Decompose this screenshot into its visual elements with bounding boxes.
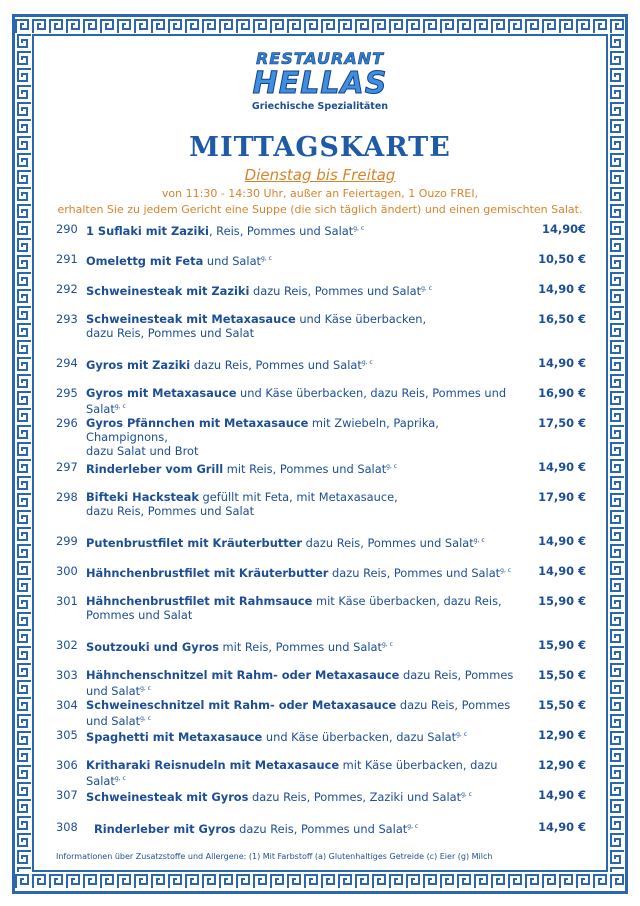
menu-item-number: 292 — [56, 282, 78, 296]
menu-item-name: Omelettg mit Feta — [86, 253, 204, 268]
allergen-marker: g, c — [500, 567, 512, 574]
menu-item-sides: dazu Reis, Pommes und Salat — [302, 535, 474, 550]
allergen-marker: g, c — [261, 255, 272, 262]
menu-item-number: 302 — [56, 638, 78, 652]
menu-item-name: Schweineschnitzel mit Rahm- oder Metaxasauce — [86, 698, 397, 712]
menu-item-number: 308 — [56, 820, 78, 834]
menu-item-number: 299 — [56, 534, 78, 548]
allergen-marker: g, c — [140, 715, 152, 722]
menu-item-name: Putenbrustfilet mit Kräuterbutter — [86, 535, 303, 550]
menu-item-price: 14,90 € — [538, 534, 586, 548]
menu-item-name: Kritharaki Reisnudeln mit Metaxasauce — [86, 758, 340, 772]
allergen-marker: g, c — [461, 791, 472, 798]
menu-item-sides: dazu Reis, Pommes und Salat — [86, 668, 514, 698]
allergen-marker: g, c — [456, 731, 468, 738]
menu-item-name: Gyros Pfännchen mit Metaxasauce — [86, 416, 309, 430]
menu-item-name: Bifteki Hacksteak — [86, 490, 199, 504]
menu-item-name: Hähnchenbrustfilet mit Rahmsauce — [86, 594, 313, 608]
menu-item-sides: mit Zwiebeln, Paprika, Champignons, — [86, 416, 439, 444]
menu-title: MITTAGSKARTE — [189, 132, 451, 163]
menu-item-name: Spaghetti mit Metaxasauce — [86, 729, 263, 744]
menu-item-number: 294 — [56, 356, 78, 370]
menu-item-sides: und Käse überbacken, — [295, 312, 427, 326]
menu-item-price: 14,90 € — [538, 788, 586, 802]
menu-item-description — [86, 594, 516, 622]
menu-item-description — [86, 282, 516, 298]
menu-item-price: 15,50 € — [538, 698, 586, 712]
menu-item-price: 10,50 € — [538, 252, 586, 266]
menu-item-sides: dazu Reis, Pommes und Salat — [328, 565, 501, 580]
menu-item-price: 14,90 € — [538, 564, 586, 578]
allergen-marker: g, c — [361, 359, 373, 366]
menu-item-number: 300 — [56, 564, 78, 578]
menu-item-sides: mit Käse überbacken, dazu Salat — [86, 758, 498, 788]
menu-item-number: 290 — [56, 222, 78, 236]
menu-item-description — [86, 788, 516, 804]
menu-item-description — [86, 386, 516, 416]
menu-item-description — [86, 490, 516, 518]
menu-item-number: 303 — [56, 668, 78, 682]
menu-item-price: 16,90 € — [538, 386, 586, 400]
menu-item-description — [86, 638, 516, 654]
menu-item-name: Gyros mit Metaxasauce — [86, 386, 237, 400]
menu-item-price: 17,90 € — [538, 490, 586, 504]
menu-item-description — [86, 416, 516, 458]
allergen-marker: g, c — [114, 775, 126, 782]
menu-item-sides-line2: dazu Salat und Brot — [86, 444, 199, 458]
menu-item-name: Gyros mit Zaziki — [86, 357, 191, 372]
greek-key-border-bottom — [15, 872, 625, 889]
menu-item-number: 307 — [56, 788, 78, 802]
menu-item-description — [86, 758, 516, 788]
menu-item-description — [86, 252, 516, 268]
menu-item-name: Schweinesteak mit Metaxasauce — [86, 312, 296, 326]
menu-item-number: 306 — [56, 758, 78, 772]
menu-item-name: Soutzouki und Gyros — [86, 639, 219, 654]
menu-days: Dienstag bis Freitag — [244, 166, 396, 184]
menu-item-price: 17,50 € — [538, 416, 586, 430]
menu-item-sides: und Käse überbacken, dazu Salat — [262, 729, 457, 744]
greek-key-border-top — [15, 17, 625, 34]
menu-item-name: Rinderleber mit Gyros — [94, 821, 236, 836]
menu-item-price: 14,90€ — [542, 222, 586, 236]
menu-item-price: 12,90 € — [538, 728, 586, 742]
menu-item-sides: dazu Reis, Pommes und Salat — [235, 821, 408, 836]
menu-item-sides: mit Reis, Pommes und Salat — [218, 639, 382, 654]
menu-item-description — [86, 460, 516, 476]
allergen-marker: g, c — [140, 685, 152, 692]
menu-item-sides: mit Reis, Pommes und Salat — [223, 461, 387, 476]
menu-item-sides-line2: dazu Reis, Pommes und Salat — [86, 326, 255, 340]
menu-item-sides: dazu Reis, Pommes und Salat — [249, 283, 422, 298]
menu-item-description — [94, 820, 524, 836]
logo-restaurant-word: RESTAURANT — [255, 49, 385, 68]
menu-item-name: Schweinesteak mit Zaziki — [86, 283, 250, 298]
menu-item-name: Hähnchenbrustfilet mit Kräuterbutter — [86, 565, 329, 580]
menu-item-description — [86, 698, 516, 728]
menu-item-price: 16,50 € — [538, 312, 586, 326]
menu-item-sides: mit Käse überbacken, dazu Reis, — [312, 594, 502, 608]
menu-item-number: 301 — [56, 594, 78, 608]
menu-item-number: 297 — [56, 460, 78, 474]
menu-item-sides: gefüllt mit Feta, mit Metaxasauce, — [198, 490, 398, 504]
menu-info-included: erhalten Sie zu jedem Gericht eine Suppe (die sich täglich ändert) und einen gemischten Salat. — [57, 203, 583, 216]
menu-item-price: 14,90 € — [538, 282, 586, 296]
menu-item-description — [86, 728, 516, 744]
menu-item-description — [86, 222, 516, 238]
menu-item-price: 14,90 € — [538, 460, 586, 474]
menu-item-sides: , Reis, Pommes und Salat — [208, 223, 354, 238]
menu-item-number: 296 — [56, 416, 78, 430]
menu-item-price: 15,90 € — [538, 638, 586, 652]
menu-item-name: Hähnchenschnitzel mit Rahm- oder Metaxasauce — [86, 668, 400, 682]
allergen-marker: g, c — [114, 403, 126, 410]
menu-item-description — [86, 668, 516, 698]
menu-item-price: 15,90 € — [538, 594, 586, 608]
restaurant-logo — [250, 50, 390, 122]
menu-item-price: 15,50 € — [538, 668, 586, 682]
menu-item-sides: und Salat — [203, 253, 262, 268]
menu-item-name: Rinderleber vom Grill — [86, 461, 224, 476]
menu-item-sides: und Käse überbacken, dazu Reis, Pommes und Salat — [86, 386, 507, 416]
menu-item-sides: dazu Reis, Pommes, Zaziki und Salat — [248, 789, 462, 804]
menu-item-sides-line2: Pommes und Salat — [86, 608, 193, 622]
menu-item-sides-line2: dazu Reis, Pommes und Salat — [86, 504, 255, 518]
allergen-marker: g, c — [407, 823, 419, 830]
allergen-marker: g, c — [421, 285, 432, 292]
allergen-marker: g, c — [381, 641, 393, 648]
menu-info-hours: von 11:30 - 14:30 Uhr, außer an Feiertagen, 1 Ouzo FREI, — [161, 187, 479, 200]
logo-subtitle: Griechische Spezialitäten — [251, 101, 389, 112]
menu-item-sides: dazu Reis, Pommes und Salat — [86, 698, 511, 728]
allergen-footer: Informationen über Zusatzstoffe und Allergene: (1) Mit Farbstoff (a) Glutenhaltiges Getreide (c) Eier (g) Milch — [56, 852, 493, 861]
menu-item-number: 305 — [56, 728, 78, 742]
menu-item-description — [86, 312, 516, 340]
menu-item-number: 298 — [56, 490, 78, 504]
menu-item-description — [86, 534, 516, 550]
allergen-marker: g, c — [386, 463, 398, 470]
menu-item-sides: dazu Reis, Pommes und Salat — [190, 357, 362, 372]
menu-item-price: 12,90 € — [538, 758, 586, 772]
menu-item-description — [86, 356, 516, 372]
allergen-marker: g, c — [473, 537, 485, 544]
menu-item-description — [86, 564, 516, 580]
menu-item-number: 304 — [56, 698, 78, 712]
menu-item-number: 293 — [56, 312, 78, 326]
menu-item-price: 14,90 € — [538, 820, 586, 834]
menu-item-price: 14,90 € — [538, 356, 586, 370]
menu-item-number: 295 — [56, 386, 78, 400]
menu-item-name: Schweinesteak mit Gyros — [86, 789, 249, 804]
menu-item-number: 291 — [56, 252, 78, 266]
logo-name: HELLAS — [252, 66, 388, 101]
allergen-marker: g, c — [353, 225, 365, 232]
menu-item-name: 1 Suflaki mit Zaziki — [86, 223, 209, 238]
